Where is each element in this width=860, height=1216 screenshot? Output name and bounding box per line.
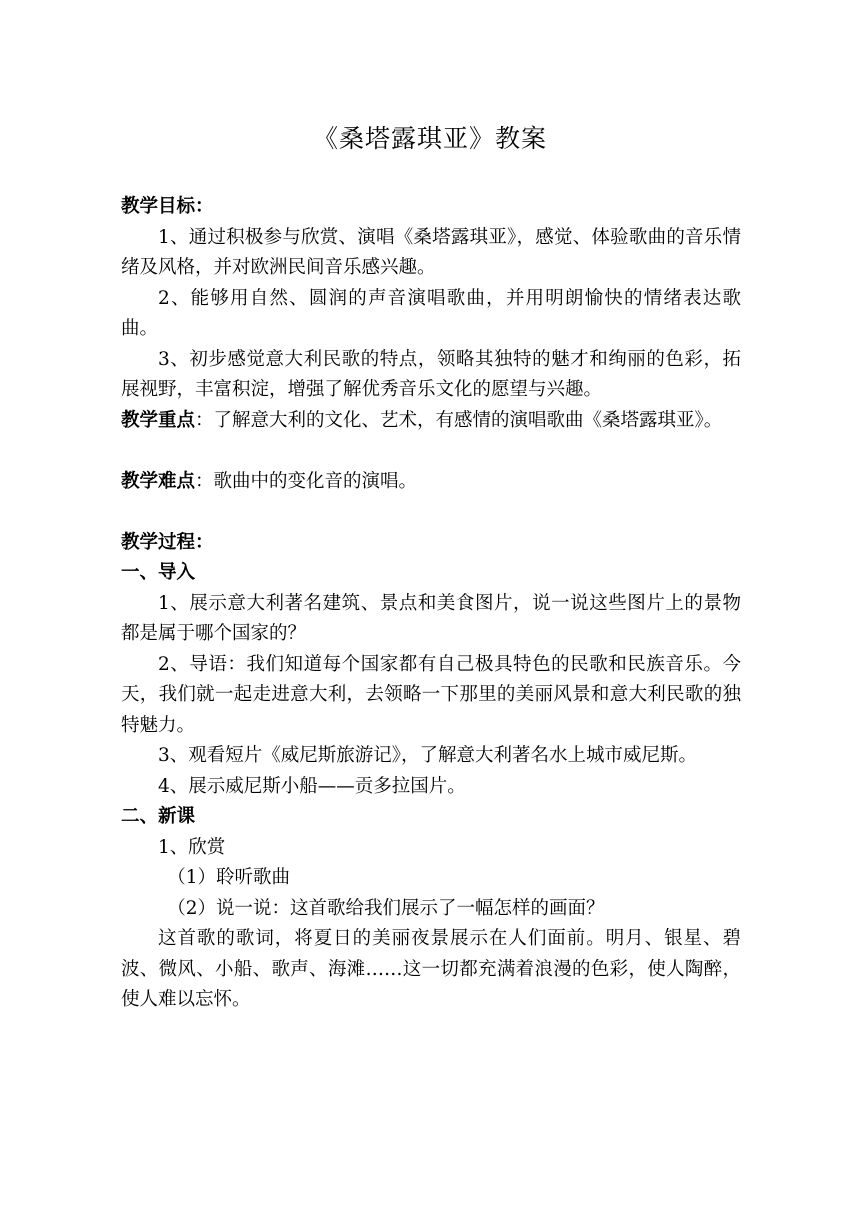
objective-item-1: 1、通过积极参与欣赏、演唱《桑塔露琪亚》，感觉、体验歌曲的音乐情绪及风格，并对欧洲民间音乐感兴趣。 [121, 226, 741, 278]
key-point-text: ：了解意大利的文化、艺术，有感情的演唱歌曲《桑塔露琪亚》。 [195, 409, 723, 431]
difficulty-text: ：歌曲中的变化音的演唱。 [195, 470, 418, 492]
section-new-lesson-heading: 二、新课 [121, 806, 196, 827]
section-intro-heading: 一、导入 [121, 562, 196, 583]
objective-item-3: 3、初步感觉意大利民歌的特点，领略其独特的魅才和绚丽的色彩，拓展视野，丰富积淀，增强了解优秀音乐文化的愿望与兴趣。 [121, 348, 741, 400]
key-point-paragraph [121, 406, 741, 437]
step-item-2: （2）说一说：这首歌给我们展示了一幅怎样的画面？ [167, 897, 605, 919]
intro-item-4: 4、展示威尼斯小船——贡多拉国片。 [158, 775, 466, 797]
difficulty-label: 教学难点 [121, 470, 196, 492]
intro-item-1: 1、展示意大利著名建筑、景点和美食图片，说一说这些图片上的景物都是属于哪个国家的？ [121, 592, 741, 644]
lyrics-description-paragraph: 这首歌的歌词，将夏日的美丽夜景展示在人们面前。明月、银星、碧波、微风、小船、歌声、海滩……这一切都充满着浪漫的色彩，使人陶醉，使人难以忘怀。 [121, 928, 741, 1010]
objective-item-2: 2、能够用自然、圆润的声音演唱歌曲，并用明朗愉快的情绪表达歌曲。 [121, 287, 741, 339]
intro-item-3: 3、观看短片《威尼斯旅游记》，了解意大利著名水上城市威尼斯。 [158, 745, 698, 766]
objectives-heading: 教学目标： [121, 196, 214, 217]
blank-line [121, 436, 741, 467]
key-point-label: 教学重点 [121, 409, 196, 431]
document-title: 《桑塔露琪亚》教案 [312, 124, 547, 153]
blank-line [121, 497, 741, 528]
intro-item-2: 2、导语：我们知道每个国家都有自己极具特色的民歌和民族音乐。今天，我们就一起走进意大利，去领略一下那里的美丽风景和意大利民歌的独特魅力。 [121, 653, 741, 736]
process-heading: 教学过程： [121, 531, 214, 553]
document-body [121, 192, 741, 1016]
appreciation-heading: 1、欣赏 [158, 836, 226, 858]
difficulty-paragraph [121, 467, 741, 498]
step-item-1: （1）聆听歌曲 [167, 867, 291, 888]
